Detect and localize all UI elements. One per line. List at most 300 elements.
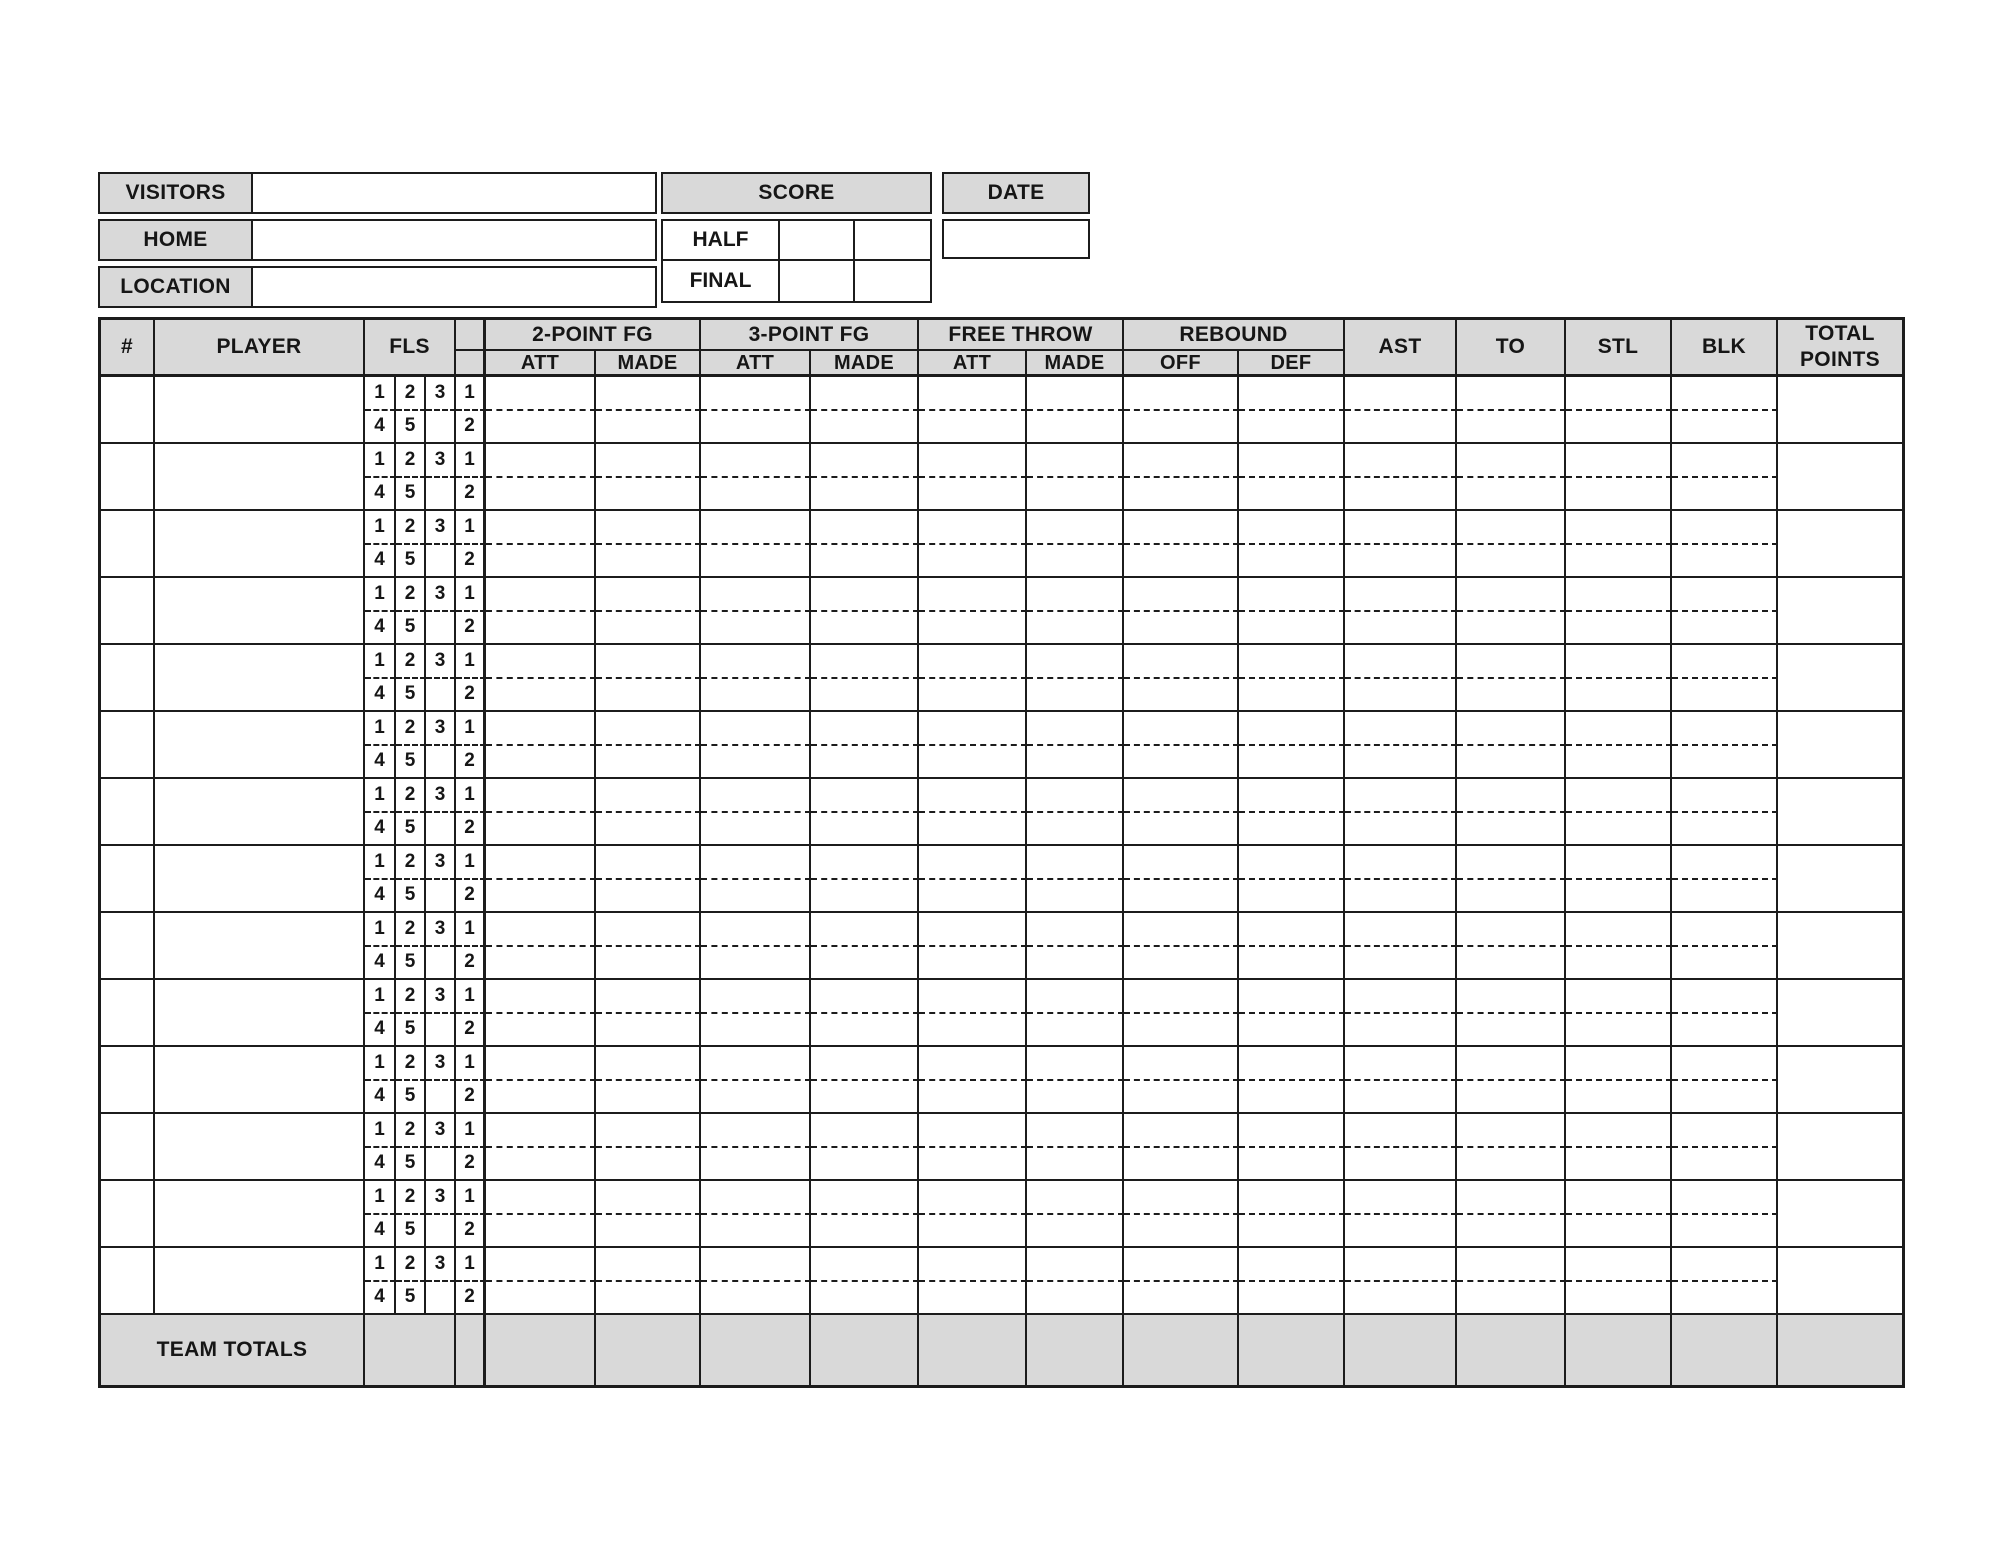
player-number-cell[interactable] [101,846,155,913]
stat-entry-cell[interactable] [811,444,919,478]
stat-entry-cell[interactable] [701,1148,811,1182]
stat-entry-cell[interactable] [1672,913,1778,947]
stat-entry-cell[interactable] [701,1282,811,1316]
stat-entry-cell[interactable] [1124,411,1239,445]
stat-entry-cell[interactable] [1345,779,1457,813]
stat-entry-cell[interactable] [701,1114,811,1148]
foul-digit-cell[interactable]: 1 [365,578,396,612]
stat-entry-cell[interactable] [1124,779,1239,813]
stat-entry-cell[interactable] [1672,1047,1778,1081]
stat-entry-cell[interactable] [1457,1282,1566,1316]
player-number-cell[interactable] [101,578,155,645]
stat-entry-cell[interactable] [1566,444,1672,478]
stat-entry-cell[interactable] [811,1181,919,1215]
stat-entry-cell[interactable] [919,679,1027,713]
stat-entry-cell[interactable] [1457,478,1566,512]
stat-entry-cell[interactable] [1566,712,1672,746]
stat-entry-cell[interactable] [1124,712,1239,746]
stat-entry-cell[interactable] [1566,947,1672,981]
stat-entry-cell[interactable] [919,1148,1027,1182]
stat-entry-cell[interactable] [1672,1114,1778,1148]
stat-entry-cell[interactable] [1345,1114,1457,1148]
stat-entry-cell[interactable] [1027,712,1124,746]
stat-entry-cell[interactable] [1239,645,1345,679]
stat-entry-cell[interactable] [701,1248,811,1282]
stat-entry-cell[interactable] [1345,947,1457,981]
stat-entry-cell[interactable] [811,679,919,713]
team-totals-stat-cell[interactable] [1672,1315,1778,1385]
stat-entry-cell[interactable] [919,1181,1027,1215]
stat-entry-cell[interactable] [1239,1282,1345,1316]
stat-entry-cell[interactable] [1124,913,1239,947]
player-number-cell[interactable] [101,444,155,511]
stat-entry-cell[interactable] [919,880,1027,914]
stat-entry-cell[interactable] [596,444,701,478]
stat-entry-cell[interactable] [1027,980,1124,1014]
stat-entry-cell[interactable] [1239,947,1345,981]
stat-entry-cell[interactable] [1345,980,1457,1014]
team-totals-stat-cell[interactable] [1027,1315,1124,1385]
stat-entry-cell[interactable] [596,1181,701,1215]
half-score-cell-1[interactable] [780,221,855,261]
foul-digit-cell[interactable]: 3 [426,444,456,478]
stat-entry-cell[interactable] [1345,377,1457,411]
stat-entry-cell[interactable] [596,947,701,981]
stat-entry-cell[interactable] [1027,1047,1124,1081]
stat-entry-cell[interactable] [1239,712,1345,746]
player-number-cell[interactable] [101,779,155,846]
stat-entry-cell[interactable] [596,1014,701,1048]
foul-digit-cell[interactable]: 5 [396,1215,426,1249]
stat-entry-cell[interactable] [1345,578,1457,612]
stat-entry-cell[interactable] [1672,779,1778,813]
foul-digit-cell[interactable]: 2 [396,846,426,880]
stat-entry-cell[interactable] [1345,1248,1457,1282]
stat-entry-cell[interactable] [1457,1248,1566,1282]
stat-entry-cell[interactable] [811,712,919,746]
total-points-cell[interactable] [1778,444,1902,511]
stat-entry-cell[interactable] [1124,1114,1239,1148]
stat-entry-cell[interactable] [1566,1081,1672,1115]
stat-entry-cell[interactable] [811,846,919,880]
foul-digit-cell[interactable]: 2 [396,712,426,746]
stat-entry-cell[interactable] [701,846,811,880]
stat-entry-cell[interactable] [1124,679,1239,713]
stat-entry-cell[interactable] [1457,779,1566,813]
stat-entry-cell[interactable] [1345,712,1457,746]
stat-entry-cell[interactable] [1566,1215,1672,1249]
stat-entry-cell[interactable] [1566,645,1672,679]
stat-entry-cell[interactable] [486,1248,596,1282]
stat-entry-cell[interactable] [701,1215,811,1249]
stat-entry-cell[interactable] [919,444,1027,478]
stat-entry-cell[interactable] [1672,1081,1778,1115]
foul-digit-cell[interactable]: 5 [396,679,426,713]
stat-entry-cell[interactable] [1027,511,1124,545]
stat-entry-cell[interactable] [1239,1148,1345,1182]
foul-digit-cell[interactable]: 5 [396,612,426,646]
stat-entry-cell[interactable] [919,1014,1027,1048]
stat-entry-cell[interactable] [701,545,811,579]
stat-entry-cell[interactable] [811,1248,919,1282]
stat-entry-cell[interactable] [811,980,919,1014]
stat-entry-cell[interactable] [596,1081,701,1115]
stat-entry-cell[interactable] [1457,1148,1566,1182]
stat-entry-cell[interactable] [1027,746,1124,780]
stat-entry-cell[interactable] [1027,813,1124,847]
stat-entry-cell[interactable] [596,1215,701,1249]
foul-digit-cell[interactable]: 4 [365,746,396,780]
stat-entry-cell[interactable] [701,1047,811,1081]
stat-entry-cell[interactable] [1027,578,1124,612]
foul-digit-cell[interactable]: 5 [396,478,426,512]
stat-entry-cell[interactable] [1239,1181,1345,1215]
player-number-cell[interactable] [101,913,155,980]
stat-entry-cell[interactable] [701,679,811,713]
player-number-cell[interactable] [101,511,155,578]
date-input[interactable] [942,219,1090,259]
stat-entry-cell[interactable] [701,746,811,780]
foul-digit-cell[interactable]: 5 [396,813,426,847]
team-totals-half-cell[interactable] [456,1315,486,1385]
foul-digit-cell[interactable]: 5 [396,545,426,579]
foul-digit-cell[interactable] [426,880,456,914]
stat-entry-cell[interactable] [1027,411,1124,445]
foul-digit-cell[interactable]: 3 [426,578,456,612]
player-name-cell[interactable] [155,980,365,1047]
stat-entry-cell[interactable] [1027,545,1124,579]
foul-digit-cell[interactable]: 4 [365,1215,396,1249]
foul-digit-cell[interactable] [426,1081,456,1115]
team-totals-stat-cell[interactable] [701,1315,811,1385]
stat-entry-cell[interactable] [1566,813,1672,847]
foul-digit-cell[interactable]: 2 [396,1047,426,1081]
stat-entry-cell[interactable] [919,1081,1027,1115]
player-number-cell[interactable] [101,645,155,712]
stat-entry-cell[interactable] [1239,980,1345,1014]
stat-entry-cell[interactable] [919,478,1027,512]
stat-entry-cell[interactable] [1027,913,1124,947]
stat-entry-cell[interactable] [701,813,811,847]
stat-entry-cell[interactable] [811,947,919,981]
stat-entry-cell[interactable] [1124,1181,1239,1215]
stat-entry-cell[interactable] [701,578,811,612]
stat-entry-cell[interactable] [919,746,1027,780]
stat-entry-cell[interactable] [1027,1114,1124,1148]
stat-entry-cell[interactable] [1457,846,1566,880]
foul-digit-cell[interactable]: 1 [365,1248,396,1282]
foul-digit-cell[interactable]: 3 [426,913,456,947]
foul-digit-cell[interactable]: 1 [365,712,396,746]
stat-entry-cell[interactable] [701,1014,811,1048]
stat-entry-cell[interactable] [596,1282,701,1316]
stat-entry-cell[interactable] [1672,612,1778,646]
stat-entry-cell[interactable] [596,846,701,880]
stat-entry-cell[interactable] [1027,1248,1124,1282]
foul-digit-cell[interactable]: 3 [426,779,456,813]
stat-entry-cell[interactable] [1239,1047,1345,1081]
stat-entry-cell[interactable] [1027,846,1124,880]
player-name-cell[interactable] [155,1181,365,1248]
location-input[interactable] [253,268,655,306]
stat-entry-cell[interactable] [1345,1282,1457,1316]
stat-entry-cell[interactable] [919,411,1027,445]
foul-digit-cell[interactable]: 2 [396,578,426,612]
team-totals-stat-cell[interactable] [486,1315,596,1385]
stat-entry-cell[interactable] [811,779,919,813]
foul-digit-cell[interactable]: 1 [365,779,396,813]
foul-digit-cell[interactable]: 1 [365,1047,396,1081]
stat-entry-cell[interactable] [1672,746,1778,780]
player-number-cell[interactable] [101,712,155,779]
stat-entry-cell[interactable] [596,411,701,445]
stat-entry-cell[interactable] [919,1047,1027,1081]
stat-entry-cell[interactable] [596,1248,701,1282]
stat-entry-cell[interactable] [1345,478,1457,512]
stat-entry-cell[interactable] [596,511,701,545]
total-points-cell[interactable] [1778,913,1902,980]
foul-digit-cell[interactable]: 2 [396,377,426,411]
stat-entry-cell[interactable] [1124,612,1239,646]
stat-entry-cell[interactable] [701,511,811,545]
stat-entry-cell[interactable] [1027,679,1124,713]
stat-entry-cell[interactable] [486,411,596,445]
stat-entry-cell[interactable] [1124,1248,1239,1282]
stat-entry-cell[interactable] [596,880,701,914]
stat-entry-cell[interactable] [596,545,701,579]
stat-entry-cell[interactable] [1672,846,1778,880]
stat-entry-cell[interactable] [1124,1282,1239,1316]
stat-entry-cell[interactable] [1239,1014,1345,1048]
stat-entry-cell[interactable] [1457,612,1566,646]
foul-digit-cell[interactable]: 3 [426,1181,456,1215]
stat-entry-cell[interactable] [919,377,1027,411]
foul-digit-cell[interactable]: 2 [396,511,426,545]
stat-entry-cell[interactable] [1345,444,1457,478]
stat-entry-cell[interactable] [1566,377,1672,411]
player-name-cell[interactable] [155,846,365,913]
stat-entry-cell[interactable] [486,1181,596,1215]
stat-entry-cell[interactable] [1672,1148,1778,1182]
foul-digit-cell[interactable] [426,813,456,847]
player-number-cell[interactable] [101,980,155,1047]
foul-digit-cell[interactable] [426,1215,456,1249]
stat-entry-cell[interactable] [1027,1081,1124,1115]
stat-entry-cell[interactable] [1239,880,1345,914]
stat-entry-cell[interactable] [811,645,919,679]
stat-entry-cell[interactable] [919,980,1027,1014]
player-number-cell[interactable] [101,1181,155,1248]
stat-entry-cell[interactable] [596,578,701,612]
stat-entry-cell[interactable] [1027,1014,1124,1048]
foul-digit-cell[interactable]: 2 [396,1248,426,1282]
stat-entry-cell[interactable] [1345,1081,1457,1115]
stat-entry-cell[interactable] [1457,645,1566,679]
foul-digit-cell[interactable]: 4 [365,545,396,579]
stat-entry-cell[interactable] [486,1047,596,1081]
foul-digit-cell[interactable]: 4 [365,411,396,445]
stat-entry-cell[interactable] [1457,947,1566,981]
stat-entry-cell[interactable] [486,1148,596,1182]
foul-digit-cell[interactable]: 3 [426,1047,456,1081]
stat-entry-cell[interactable] [919,813,1027,847]
stat-entry-cell[interactable] [1457,1081,1566,1115]
stat-entry-cell[interactable] [1027,377,1124,411]
stat-entry-cell[interactable] [1027,645,1124,679]
stat-entry-cell[interactable] [1239,578,1345,612]
stat-entry-cell[interactable] [1124,645,1239,679]
player-name-cell[interactable] [155,1248,365,1315]
stat-entry-cell[interactable] [811,746,919,780]
stat-entry-cell[interactable] [1239,1114,1345,1148]
stat-entry-cell[interactable] [486,1215,596,1249]
stat-entry-cell[interactable] [811,478,919,512]
stat-entry-cell[interactable] [1345,612,1457,646]
stat-entry-cell[interactable] [1457,813,1566,847]
stat-entry-cell[interactable] [1239,746,1345,780]
player-name-cell[interactable] [155,1047,365,1114]
total-points-cell[interactable] [1778,511,1902,578]
stat-entry-cell[interactable] [1239,679,1345,713]
stat-entry-cell[interactable] [1566,411,1672,445]
foul-digit-cell[interactable]: 4 [365,947,396,981]
stat-entry-cell[interactable] [811,1081,919,1115]
foul-digit-cell[interactable]: 5 [396,880,426,914]
stat-entry-cell[interactable] [701,377,811,411]
total-points-cell[interactable] [1778,1047,1902,1114]
visitors-input[interactable] [253,174,655,212]
stat-entry-cell[interactable] [1124,746,1239,780]
stat-entry-cell[interactable] [919,645,1027,679]
stat-entry-cell[interactable] [1672,511,1778,545]
stat-entry-cell[interactable] [1124,1148,1239,1182]
stat-entry-cell[interactable] [1672,1282,1778,1316]
foul-digit-cell[interactable]: 3 [426,511,456,545]
foul-digit-cell[interactable]: 1 [365,444,396,478]
foul-digit-cell[interactable] [426,679,456,713]
stat-entry-cell[interactable] [1124,1215,1239,1249]
stat-entry-cell[interactable] [1124,578,1239,612]
stat-entry-cell[interactable] [1566,1282,1672,1316]
stat-entry-cell[interactable] [1345,846,1457,880]
stat-entry-cell[interactable] [1239,444,1345,478]
foul-digit-cell[interactable]: 3 [426,645,456,679]
stat-entry-cell[interactable] [486,645,596,679]
final-score-cell-2[interactable] [855,261,930,301]
foul-digit-cell[interactable] [426,1014,456,1048]
stat-entry-cell[interactable] [596,913,701,947]
stat-entry-cell[interactable] [1672,545,1778,579]
foul-digit-cell[interactable]: 4 [365,813,396,847]
stat-entry-cell[interactable] [1124,980,1239,1014]
player-number-cell[interactable] [101,377,155,444]
total-points-cell[interactable] [1778,980,1902,1047]
team-totals-stat-cell[interactable] [1124,1315,1239,1385]
stat-entry-cell[interactable] [1672,411,1778,445]
foul-digit-cell[interactable] [426,947,456,981]
stat-entry-cell[interactable] [486,1114,596,1148]
stat-entry-cell[interactable] [1124,1081,1239,1115]
stat-entry-cell[interactable] [596,1047,701,1081]
foul-digit-cell[interactable]: 2 [396,1181,426,1215]
stat-entry-cell[interactable] [1566,880,1672,914]
stat-entry-cell[interactable] [1124,1014,1239,1048]
stat-entry-cell[interactable] [1239,1081,1345,1115]
stat-entry-cell[interactable] [1345,1047,1457,1081]
player-name-cell[interactable] [155,712,365,779]
stat-entry-cell[interactable] [1457,578,1566,612]
stat-entry-cell[interactable] [1457,377,1566,411]
stat-entry-cell[interactable] [486,712,596,746]
foul-digit-cell[interactable]: 4 [365,880,396,914]
foul-digit-cell[interactable]: 5 [396,1148,426,1182]
stat-entry-cell[interactable] [486,1081,596,1115]
stat-entry-cell[interactable] [486,578,596,612]
stat-entry-cell[interactable] [1672,645,1778,679]
team-totals-points-cell[interactable] [1778,1315,1902,1385]
stat-entry-cell[interactable] [1672,679,1778,713]
stat-entry-cell[interactable] [1345,679,1457,713]
player-name-cell[interactable] [155,1114,365,1181]
foul-digit-cell[interactable]: 2 [396,1114,426,1148]
stat-entry-cell[interactable] [1124,377,1239,411]
stat-entry-cell[interactable] [486,1014,596,1048]
team-totals-stat-cell[interactable] [1345,1315,1457,1385]
stat-entry-cell[interactable] [1457,545,1566,579]
stat-entry-cell[interactable] [1239,779,1345,813]
foul-digit-cell[interactable]: 5 [396,1014,426,1048]
stat-entry-cell[interactable] [1457,1114,1566,1148]
foul-digit-cell[interactable] [426,746,456,780]
foul-digit-cell[interactable]: 1 [365,1181,396,1215]
foul-digit-cell[interactable]: 3 [426,1114,456,1148]
stat-entry-cell[interactable] [1457,679,1566,713]
stat-entry-cell[interactable] [1672,1181,1778,1215]
stat-entry-cell[interactable] [486,545,596,579]
half-score-cell-2[interactable] [855,221,930,261]
stat-entry-cell[interactable] [1345,645,1457,679]
foul-digit-cell[interactable]: 3 [426,712,456,746]
stat-entry-cell[interactable] [1239,1248,1345,1282]
total-points-cell[interactable] [1778,712,1902,779]
team-totals-stat-cell[interactable] [596,1315,701,1385]
stat-entry-cell[interactable] [811,813,919,847]
stat-entry-cell[interactable] [486,947,596,981]
player-name-cell[interactable] [155,779,365,846]
stat-entry-cell[interactable] [1457,444,1566,478]
foul-digit-cell[interactable]: 4 [365,679,396,713]
stat-entry-cell[interactable] [1345,813,1457,847]
stat-entry-cell[interactable] [919,1114,1027,1148]
stat-entry-cell[interactable] [1672,1248,1778,1282]
player-name-cell[interactable] [155,511,365,578]
stat-entry-cell[interactable] [486,779,596,813]
stat-entry-cell[interactable] [1345,411,1457,445]
stat-entry-cell[interactable] [486,1282,596,1316]
stat-entry-cell[interactable] [486,913,596,947]
stat-entry-cell[interactable] [1672,947,1778,981]
stat-entry-cell[interactable] [919,1248,1027,1282]
stat-entry-cell[interactable] [1457,1181,1566,1215]
stat-entry-cell[interactable] [596,746,701,780]
stat-entry-cell[interactable] [1027,880,1124,914]
total-points-cell[interactable] [1778,578,1902,645]
stat-entry-cell[interactable] [1124,846,1239,880]
stat-entry-cell[interactable] [1239,478,1345,512]
player-number-cell[interactable] [101,1047,155,1114]
stat-entry-cell[interactable] [1672,377,1778,411]
stat-entry-cell[interactable] [1566,779,1672,813]
